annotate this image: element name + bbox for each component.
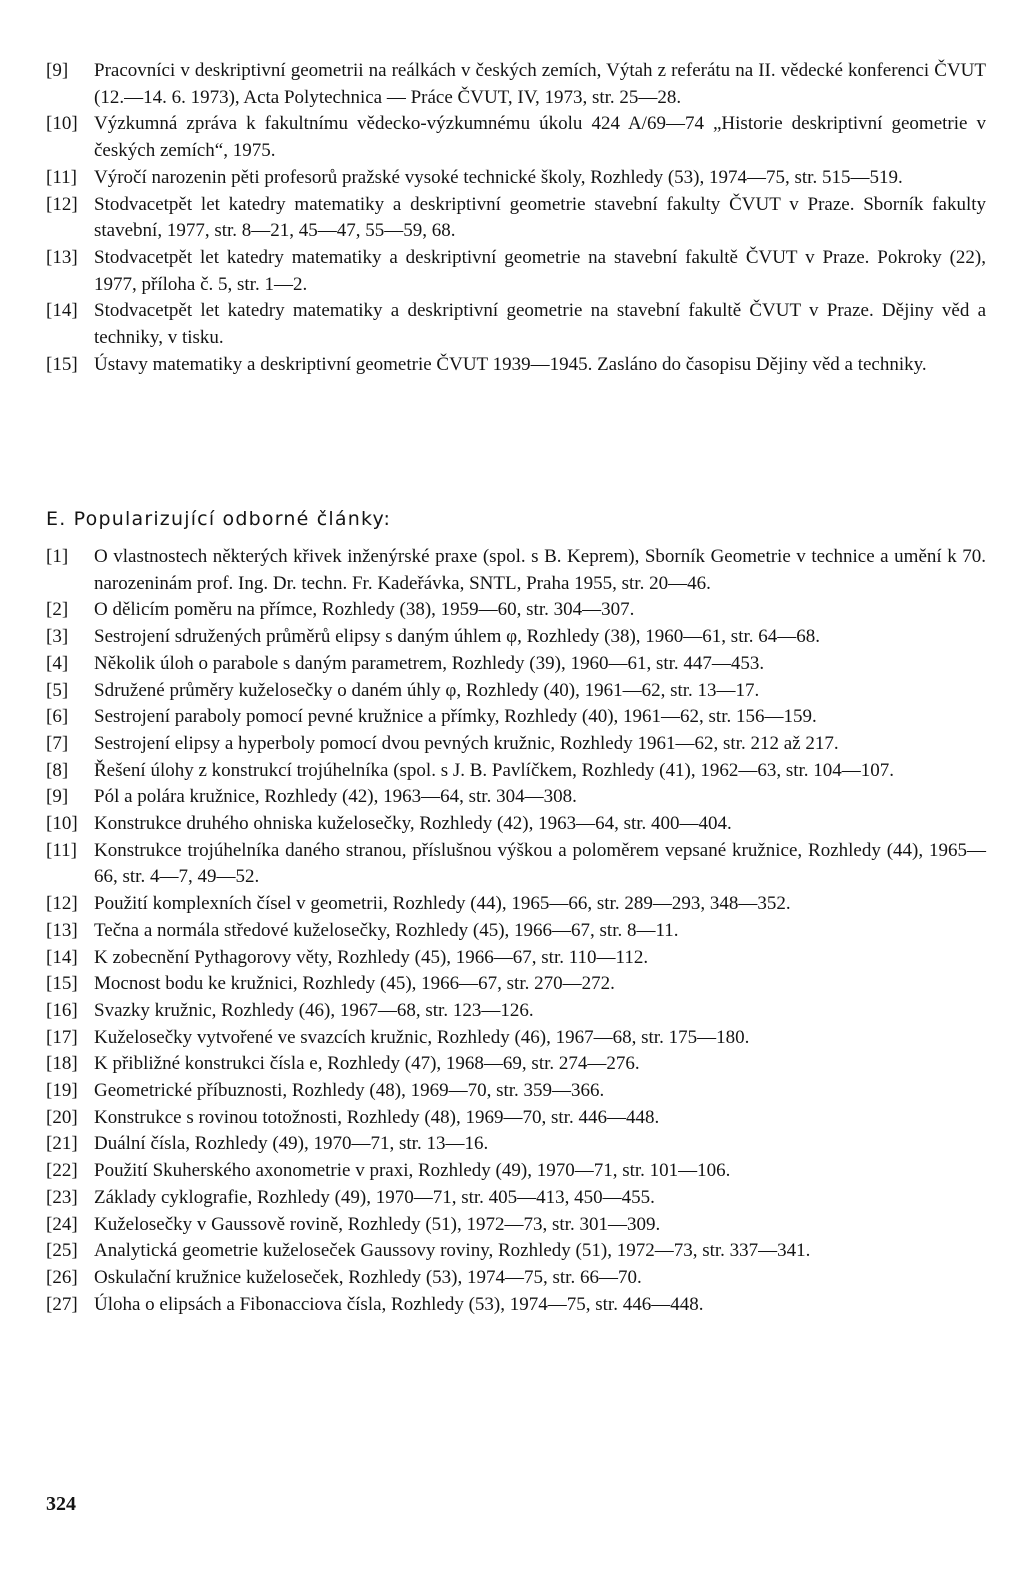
page-number: 324: [46, 1493, 76, 1515]
reference-number: [25]: [46, 1240, 78, 1262]
reference-number: [21]: [46, 1133, 78, 1155]
reference-entry: [46, 1158, 986, 1185]
reference-number: [11]: [46, 166, 77, 188]
reference-text: Řešení úlohy z konstrukcí trojúhelníka (spol. s J. B. Pavlíčkem, Rozhledy (41), 1962—63, str. 104—107.: [94, 759, 895, 781]
reference-number: [4]: [46, 652, 69, 674]
reference-text: Konstrukce druhého ohniska kuželosečky, Rozhledy (42), 1963—64, str. 400—404.: [94, 813, 732, 835]
reference-text: Kuželosečky v Gaussově rovině, Rozhledy (51), 1972—73, str. 301—309.: [94, 1213, 661, 1235]
reference-number: [14]: [46, 300, 78, 322]
reference-text: O vlastnostech některých křivek inženýrské praxe (spol. s B. Keprem), Sborník Geometrie v technice a umění k 70. narozeninám prof. Ing. Dr. techn. Fr. Kadeřávka, SNTL, Praha 1955, str. 20—46.: [94, 546, 986, 594]
reference-text: Tečna a normála středové kuželosečky, Rozhledy (45), 1966—67, str. 8—11.: [94, 919, 679, 941]
reference-text: Základy cyklografie, Rozhledy (49), 1970—71, str. 405—413, 450—455.: [94, 1186, 655, 1208]
reference-number: [16]: [46, 999, 78, 1021]
reference-text: Duální čísla, Rozhledy (49), 1970—71, str. 13—16.: [94, 1133, 489, 1155]
reference-number: [15]: [46, 353, 78, 375]
reference-entry: [46, 245, 986, 298]
reference-number: [14]: [46, 946, 78, 968]
reference-text: Konstrukce trojúhelníka daného stranou, příslušnou výškou a poloměrem vepsané kružnice, Rozhledy (44), 1965—66, str. 4—7, 49—52.: [94, 839, 986, 888]
reference-number: [6]: [46, 706, 69, 728]
reference-number: [27]: [46, 1293, 78, 1315]
reference-entry: [46, 651, 986, 678]
reference-entry: [46, 811, 986, 838]
reference-number: [17]: [46, 1026, 78, 1048]
reference-entry: [46, 704, 986, 731]
reference-entry: [46, 918, 986, 945]
reference-entry: [46, 544, 986, 597]
reference-number: [12]: [46, 893, 78, 915]
reference-entry: [46, 352, 986, 379]
reference-entry: [46, 891, 986, 918]
reference-text: Oskulační kružnice kuželoseček, Rozhledy (53), 1974—75, str. 66—70.: [94, 1266, 642, 1288]
reference-number: [11]: [46, 839, 77, 861]
reference-text: Geometrické příbuznosti, Rozhledy (48), 1969—70, str. 359—366.: [94, 1080, 605, 1102]
reference-entry: [46, 298, 986, 351]
reference-number: [18]: [46, 1053, 78, 1075]
reference-text: Kuželosečky vytvořené ve svazcích kružnic, Rozhledy (46), 1967—68, str. 175—180.: [94, 1026, 750, 1048]
reference-entry: [46, 1131, 986, 1158]
reference-number: [13]: [46, 246, 78, 268]
reference-entry: [46, 838, 986, 891]
reference-entry: [46, 998, 986, 1025]
reference-text: Stodvacetpět let katedry matematiky a deskriptivní geometrie na stavební fakultě ČVUT v Praze. Pokroky (22), 1977, příloha č. 5, str. 1—2.: [94, 246, 986, 295]
reference-entry: [46, 1292, 986, 1319]
section-d-list: [46, 58, 986, 378]
reference-entry: [46, 971, 986, 998]
reference-text: Sdružené průměry kuželosečky o daném úhly φ, Rozhledy (40), 1961—62, str. 13—17.: [94, 679, 760, 701]
reference-number: [15]: [46, 973, 78, 995]
reference-number: [3]: [46, 626, 69, 648]
reference-text: Pracovníci v deskriptivní geometrii na reálkách v českých zemích, Výtah z referátu na II. vědecké konferenci ČVUT (12.—14. 6. 1973), Acta Polytechnica — Práce ČVUT, IV, 1973, str. 25—28.: [94, 60, 986, 108]
reference-entry: [46, 597, 986, 624]
reference-number: [7]: [46, 732, 69, 754]
reference-text: Sestrojení paraboly pomocí pevné kružnice a přímky, Rozhledy (40), 1961—62, str. 156—159.: [94, 706, 817, 728]
reference-number: [23]: [46, 1186, 78, 1208]
reference-text: Použití Skuherského axonometrie v praxi, Rozhledy (49), 1970—71, str. 101—106.: [94, 1160, 731, 1182]
reference-number: [5]: [46, 679, 69, 701]
reference-number: [2]: [46, 599, 69, 621]
reference-entry: [46, 1212, 986, 1239]
reference-text: Stodvacetpět let katedry matematiky a deskriptivní geometrie na stavební fakultě ČVUT v Praze. Dějiny věd a techniky, v tisku.: [94, 300, 986, 349]
reference-text: O dělicím poměru na přímce, Rozhledy (38), 1959—60, str. 304—307.: [94, 599, 635, 621]
reference-text: Úloha o elipsách a Fibonacciova čísla, Rozhledy (53), 1974—75, str. 446—448.: [94, 1293, 704, 1315]
reference-number: [26]: [46, 1266, 78, 1288]
reference-text: Sestrojení sdružených průměrů elipsy s daným úhlem φ, Rozhledy (38), 1960—61, str. 64—68.: [94, 626, 820, 648]
reference-text: Sestrojení elipsy a hyperboly pomocí dvou pevných kružnic, Rozhledy 1961—62, str. 212 až 217.: [94, 732, 839, 754]
reference-number: [10]: [46, 113, 78, 135]
reference-number: [20]: [46, 1106, 78, 1128]
reference-number: [9]: [46, 786, 69, 808]
reference-text: Konstrukce s rovinou totožnosti, Rozhledy (48), 1969—70, str. 446—448.: [94, 1106, 660, 1128]
reference-text: Několik úloh o parabole s daným parametrem, Rozhledy (39), 1960—61, str. 447—453.: [94, 652, 765, 674]
reference-number: [19]: [46, 1080, 78, 1102]
reference-text: Ústavy matematiky a deskriptivní geometrie ČVUT 1939—1945. Zasláno do časopisu Dějiny věd a techniky.: [94, 353, 927, 375]
reference-text: Výzkumná zpráva k fakultnímu vědecko-výzkumnému úkolu 424 A/69—74 „Historie deskriptivní geometrie v českých zemích“, 1975.: [94, 113, 986, 162]
reference-number: [9]: [46, 60, 69, 81]
reference-number: [22]: [46, 1160, 78, 1182]
reference-text: K přibližné konstrukci čísla e, Rozhledy (47), 1968—69, str. 274—276.: [94, 1053, 640, 1075]
reference-text: Svazky kružnic, Rozhledy (46), 1967—68, str. 123—126.: [94, 999, 534, 1021]
reference-text: Mocnost bodu ke kružnici, Rozhledy (45), 1966—67, str. 270—272.: [94, 973, 615, 995]
reference-entry: [46, 192, 986, 245]
reference-entry: [46, 1185, 986, 1212]
reference-entry: [46, 784, 986, 811]
reference-number: [12]: [46, 193, 78, 215]
reference-entry: [46, 111, 986, 164]
reference-entry: [46, 678, 986, 705]
reference-entry: [46, 1105, 986, 1132]
reference-text: K zobecnění Pythagorovy věty, Rozhledy (45), 1966—67, str. 110—112.: [94, 946, 649, 968]
section-e-list: [46, 544, 986, 1318]
reference-entry: [46, 758, 986, 785]
reference-entry: [46, 945, 986, 972]
reference-number: [8]: [46, 759, 69, 781]
reference-entry: [46, 1265, 986, 1292]
reference-text: Pól a polára kružnice, Rozhledy (42), 1963—64, str. 304—308.: [94, 786, 577, 808]
reference-text: Analytická geometrie kuželoseček Gaussovy roviny, Rozhledy (51), 1972—73, str. 337—341.: [94, 1240, 811, 1262]
reference-entry: [46, 624, 986, 651]
reference-entry: [46, 1078, 986, 1105]
reference-text: Použití komplexních čísel v geometrii, Rozhledy (44), 1965—66, str. 289—293, 348—352.: [94, 893, 791, 915]
reference-entry: [46, 1238, 986, 1265]
reference-number: [1]: [46, 546, 69, 567]
reference-entry: [46, 1051, 986, 1078]
section-e-heading: E. Popularizující odborné články:: [46, 508, 392, 530]
reference-text: Stodvacetpět let katedry matematiky a deskriptivní geometrie stavební fakulty ČVUT v Praze. Sborník fakulty stavební, 1977, str. 8—21, 45—47, 55—59, 68.: [94, 193, 986, 242]
reference-number: [10]: [46, 813, 78, 835]
reference-text: Výročí narozenin pěti profesorů pražské vysoké technické školy, Rozhledy (53), 1974—75, str. 515—519.: [94, 166, 903, 188]
reference-entry: [46, 58, 986, 111]
reference-number: [24]: [46, 1213, 78, 1235]
reference-entry: [46, 165, 986, 192]
reference-number: [13]: [46, 919, 78, 941]
reference-entry: [46, 1025, 986, 1052]
reference-entry: [46, 731, 986, 758]
